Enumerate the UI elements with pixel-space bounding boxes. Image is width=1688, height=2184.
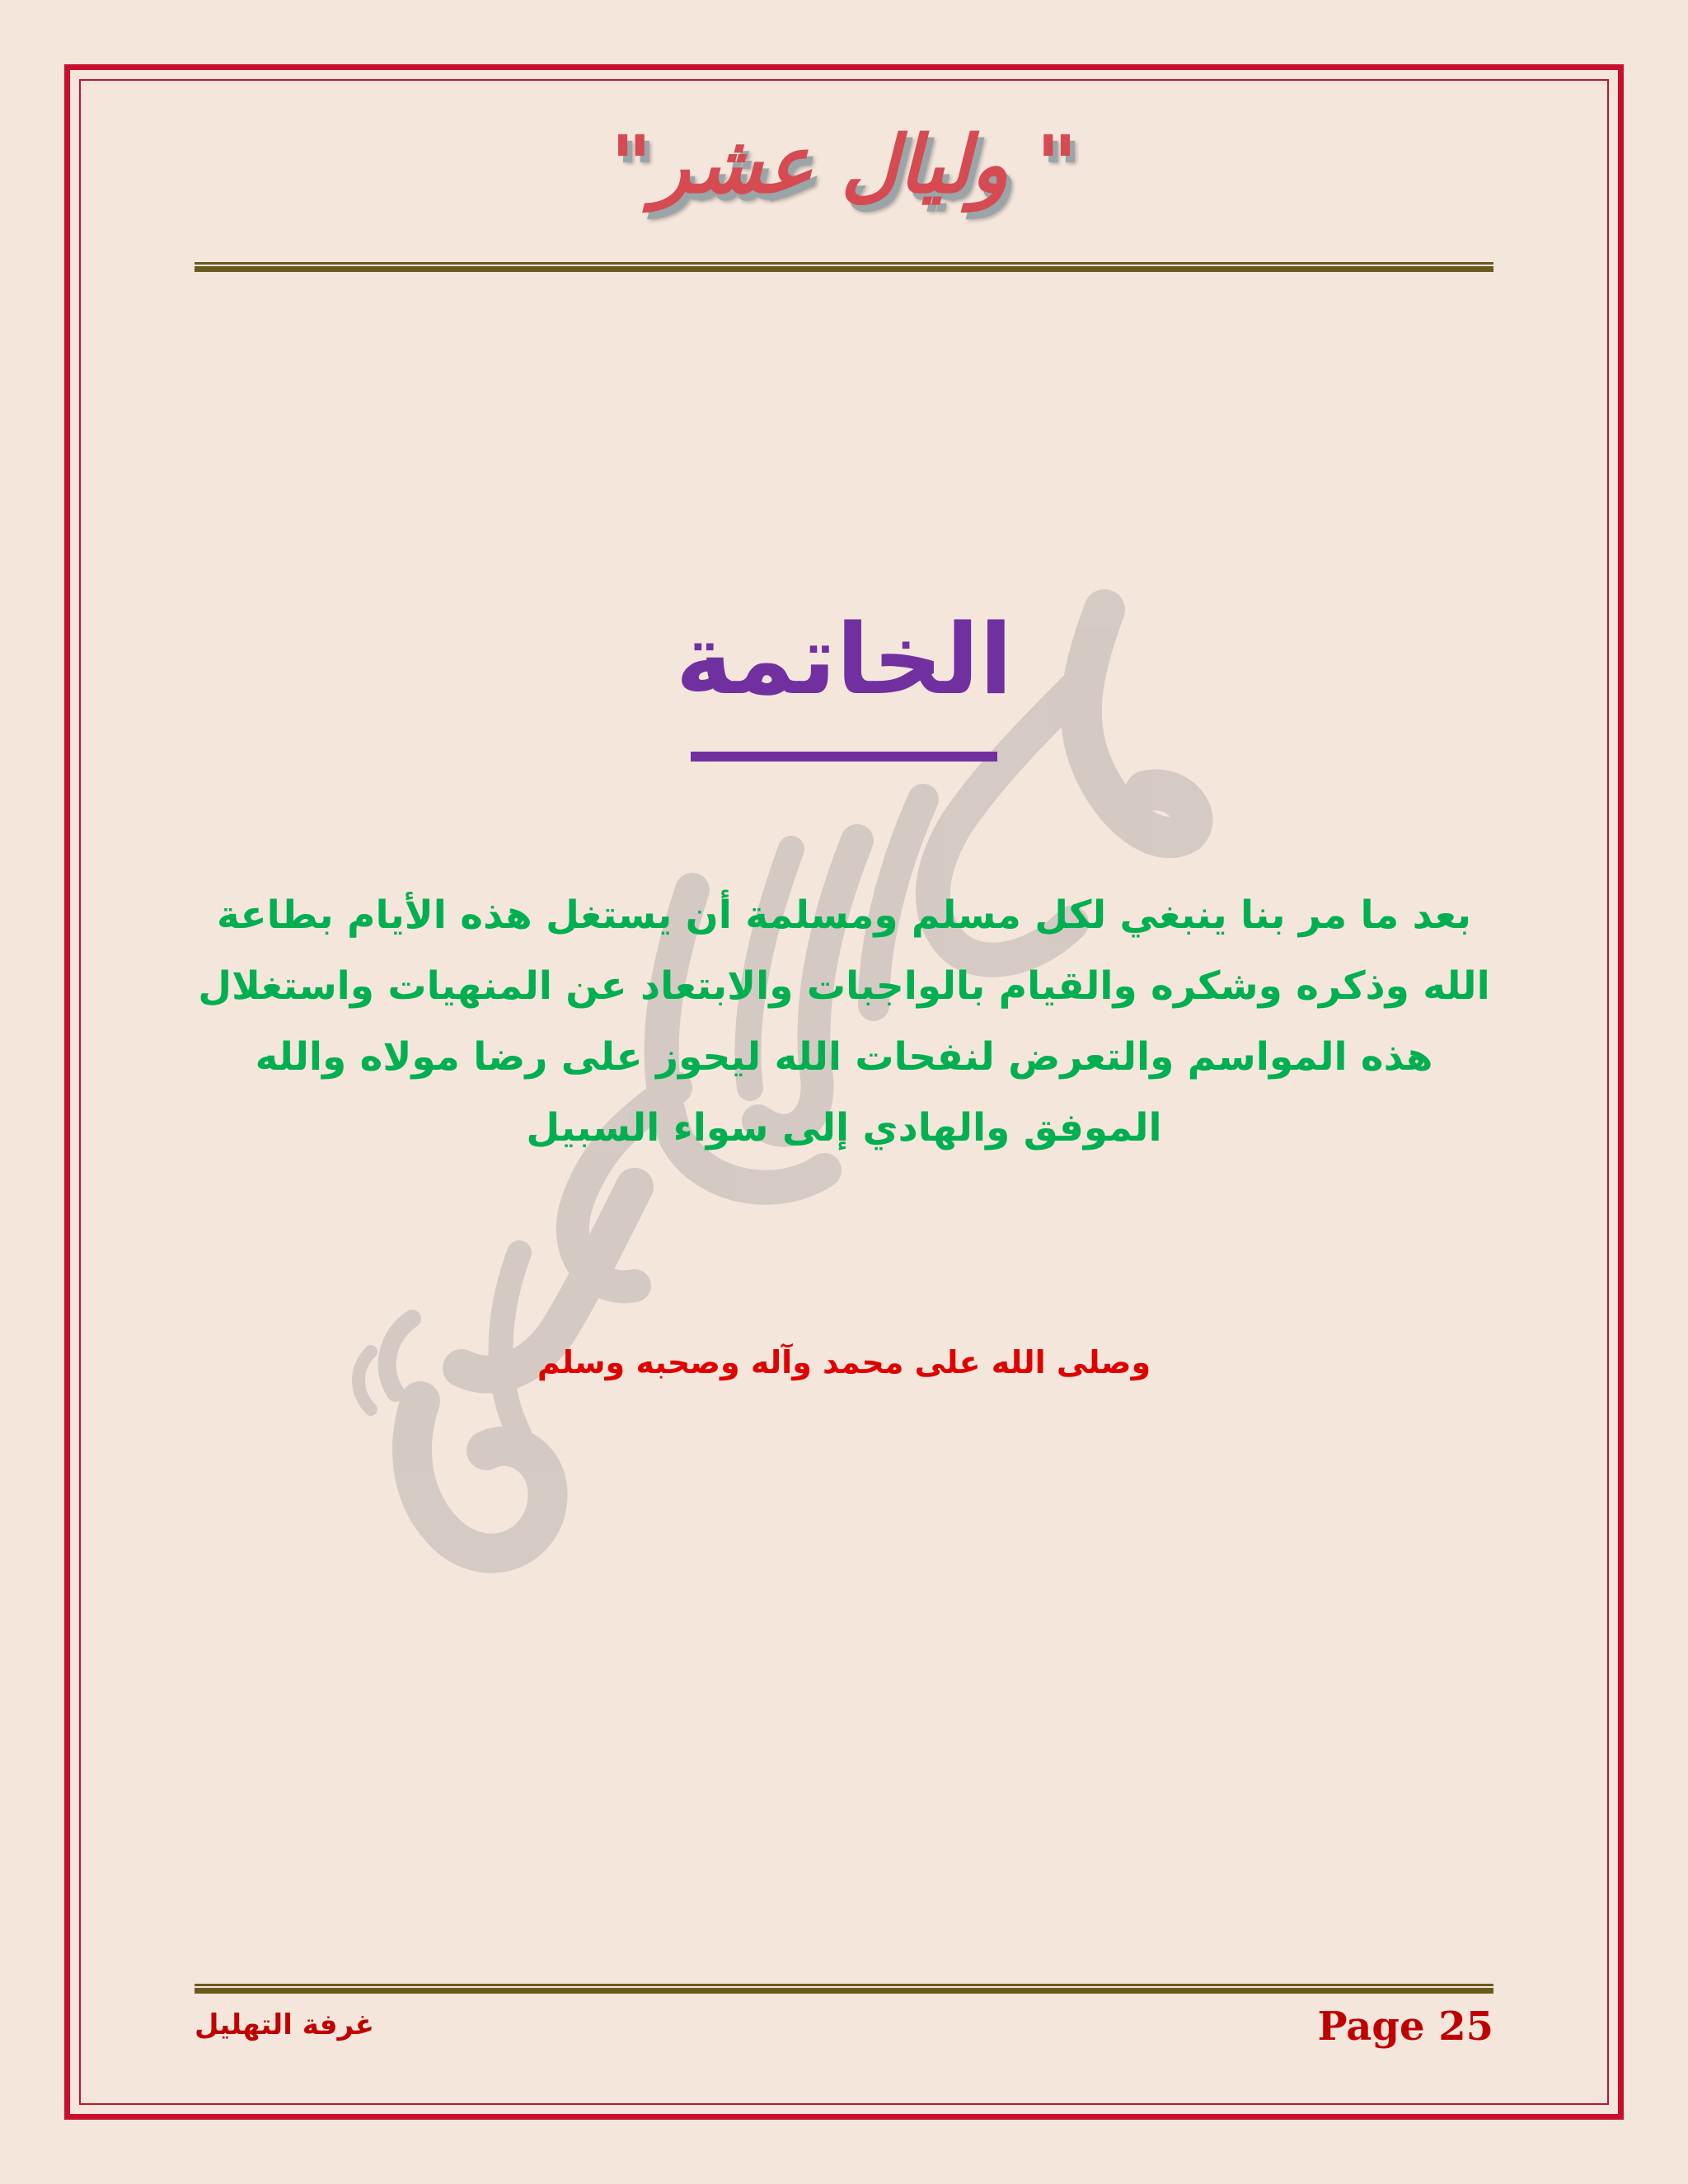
conclusion-paragraph: بعد ما مر بنا ينبغي لكل مسلم ومسلمة أن يستغل هذه الأيام بطاعة الله وذكره وشكره والقيام بالواجبات والابتعاد عن المنهيات واستغلال هذه المواسم والتعرض لنفحات الله ليحوز على رضا مولاه والله الموفق والهادي إلى سواء السبيل	[198, 893, 1490, 1151]
page-number: Page 25	[1317, 2004, 1493, 2050]
footer-section-name: غرفة التهليل	[195, 2008, 374, 2041]
header-title: " وليال عشر"	[610, 119, 1078, 211]
footer-rule	[195, 1984, 1493, 1994]
header-rule	[195, 262, 1493, 272]
section-title: الخاتمة	[675, 602, 1013, 716]
section-title-underline	[691, 752, 997, 762]
closing-prayer: وصلى الله على محمد وآله وصحبه وسلم	[537, 1344, 1151, 1380]
